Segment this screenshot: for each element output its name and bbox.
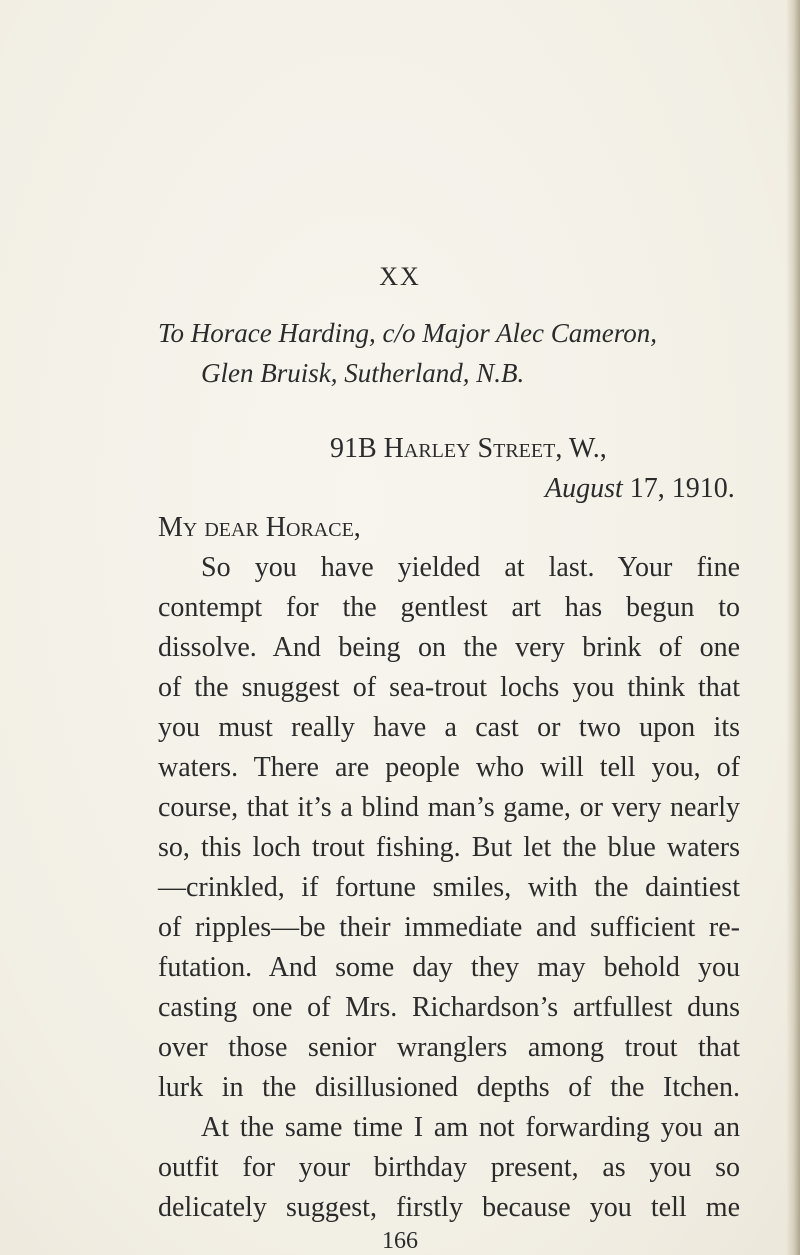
- body-line: of the snuggest of sea-trout lochs you think that: [158, 672, 740, 703]
- sender-street: 91B Harley Street, W.,: [330, 433, 607, 464]
- date-month: August: [545, 473, 623, 504]
- body-line: So you have yielded at last. Your fine: [201, 552, 740, 583]
- body-line: outfit for your birthday present, as you so: [158, 1152, 740, 1183]
- page-number: 166: [382, 1228, 418, 1254]
- body-line: dissolve. And being on the very brink of one: [158, 632, 740, 663]
- body-line: course, that it’s a blind man’s game, or very nearly: [158, 792, 740, 823]
- page-edge-shadow: [786, 0, 800, 1255]
- body-line: contempt for the gentlest art has begun to: [158, 592, 740, 623]
- body-line: —crinkled, if fortune smiles, with the daintiest: [158, 872, 740, 903]
- body-line: waters. There are people who will tell you, of: [158, 752, 740, 783]
- body-line: lurk in the disillusioned depths of the Itchen.: [158, 1072, 740, 1103]
- chapter-number: XX: [379, 262, 421, 291]
- address-line-1: To Horace Harding, c/o Major Alec Cameron,: [158, 318, 657, 348]
- body-line: over those senior wranglers among trout that: [158, 1032, 740, 1063]
- body-line: casting one of Mrs. Richardson’s artfullest duns: [158, 992, 740, 1023]
- date-rest: 17, 1910.: [622, 473, 735, 504]
- body-line: futation. And some day they may behold you: [158, 952, 740, 983]
- body-line: At the same time I am not forwarding you an: [201, 1112, 740, 1143]
- sender-date: [545, 473, 735, 505]
- body-line: delicately suggest, firstly because you tell me: [158, 1192, 740, 1223]
- body-line: of ripples—be their immediate and sufficient re-: [158, 912, 740, 943]
- salutation: My dear Horace,: [158, 512, 361, 543]
- body-line: you must really have a cast or two upon its: [158, 712, 740, 743]
- body-line: so, this loch trout fishing. But let the blue waters: [158, 832, 740, 863]
- address-line-2: Glen Bruisk, Sutherland, N.B.: [201, 358, 525, 388]
